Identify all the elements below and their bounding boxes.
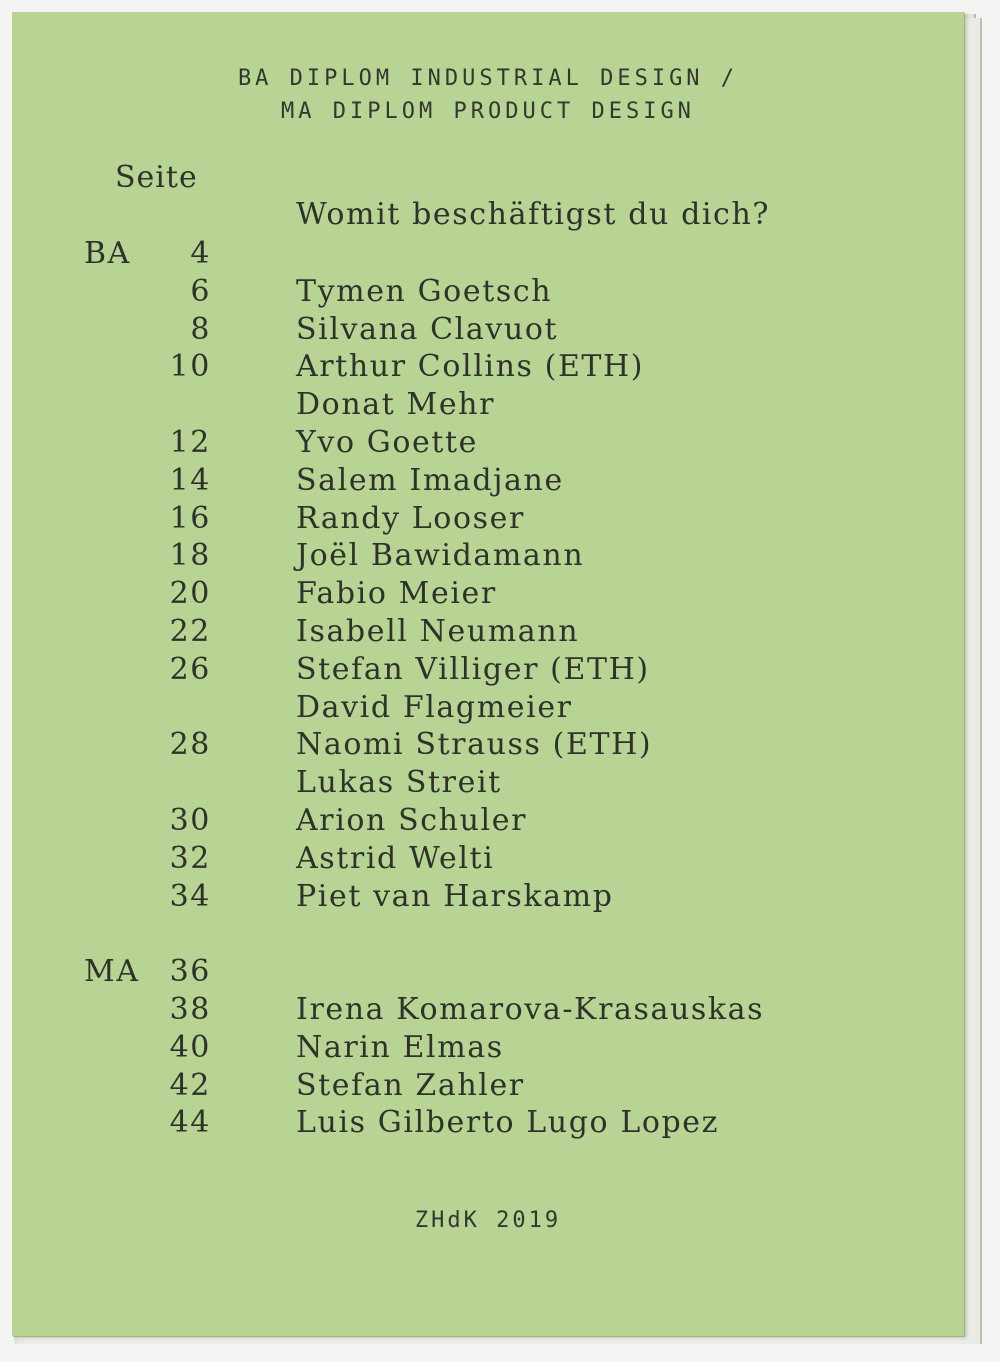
toc-page-number: 6 [190, 273, 211, 309]
toc-row [12, 1030, 964, 1068]
toc-page-number: 38 [169, 992, 211, 1027]
toc-row [12, 614, 964, 652]
toc-row [12, 312, 964, 350]
toc-row [12, 387, 964, 425]
toc-question: Womit beschäftigst du dich? [296, 197, 771, 232]
toc-entry-name: Stefan Villiger (ETH) [296, 651, 650, 687]
toc-row [12, 727, 964, 765]
toc-entry-name: Donat Mehr [296, 387, 496, 423]
toc-entry-name: Irena Komarova-Krasauskas [296, 992, 765, 1027]
toc-row [12, 879, 964, 917]
toc-page-number: 10 [169, 349, 211, 385]
header-line-1: BA DIPLOM INDUSTRIAL DESIGN / [237, 66, 739, 91]
toc-page-number: 22 [169, 614, 211, 649]
toc-entry-name: Naomi Strauss (ETH) [296, 727, 653, 763]
toc-entry-name: Tymen Goetsch [296, 273, 553, 309]
toc-page-number: 18 [169, 538, 211, 574]
toc-page-number: 20 [169, 576, 211, 612]
toc-section-label: MA [84, 954, 140, 990]
toc-row [12, 538, 964, 576]
toc-row [12, 425, 964, 463]
toc-entry-name: Luis Gilberto Lugo Lopez [296, 1105, 720, 1141]
toc-entry-name: Yvo Goette [296, 425, 478, 460]
toc-page-number: 4 [190, 236, 211, 271]
toc-row [12, 803, 964, 841]
toc-row [12, 954, 964, 992]
toc-page-number: 34 [169, 878, 211, 914]
toc-entry-name: Astrid Welti [296, 840, 495, 876]
toc-entry-name: Isabell Neumann [296, 614, 580, 649]
toc-page-number: 30 [169, 803, 211, 838]
toc-entry-name: Salem Imadjane [296, 462, 564, 498]
toc-entry-name: David Flagmeier [296, 689, 573, 725]
toc-page-number: 8 [190, 311, 211, 347]
toc-entry-name: Arthur Collins (ETH) [296, 349, 645, 385]
toc-row [12, 690, 964, 728]
toc-page-number: 28 [169, 727, 211, 763]
toc-entry-name: Randy Looser [296, 500, 525, 536]
toc-row [12, 236, 964, 274]
toc-row [12, 992, 964, 1030]
toc-page-number: 16 [169, 500, 211, 536]
toc-entry-name: Joël Bawidamann [296, 538, 585, 574]
toc-page-number: 12 [169, 425, 211, 460]
toc-section-label: BA [84, 236, 131, 271]
toc-row [12, 501, 964, 539]
toc-entry-name: Piet van Harskamp [296, 878, 614, 914]
footer: ZHdK 2019 [414, 1208, 562, 1233]
toc-entry-name: Lukas Streit [296, 765, 502, 801]
toc-page-number: 26 [169, 651, 211, 687]
toc-row [12, 576, 964, 614]
toc-entry-name: Fabio Meier [296, 576, 497, 612]
toc-entry-name: Arion Schuler [296, 803, 528, 838]
header-line-2: MA DIPLOM PRODUCT DESIGN [281, 99, 695, 124]
toc-entry-name: Narin Elmas [296, 1029, 504, 1065]
toc-entry-name: Stefan Zahler [296, 1067, 525, 1103]
page-column-label: Seite [115, 160, 198, 195]
toc-row [12, 652, 964, 690]
toc-row [12, 765, 964, 803]
toc-page-number: 44 [169, 1105, 211, 1141]
cover-page [12, 12, 964, 1336]
toc-row [12, 1068, 964, 1106]
toc-row [12, 274, 964, 312]
toc-page-number: 36 [169, 954, 211, 990]
toc-row [12, 463, 964, 501]
toc-page-number: 14 [169, 462, 211, 498]
toc-row [12, 349, 964, 387]
toc-row [12, 1105, 964, 1143]
toc-page-number: 40 [169, 1029, 211, 1065]
toc-page-number: 32 [169, 840, 211, 876]
toc-entry-name: Silvana Clavuot [296, 311, 559, 347]
toc-page-number: 42 [169, 1067, 211, 1103]
toc-row [12, 841, 964, 879]
